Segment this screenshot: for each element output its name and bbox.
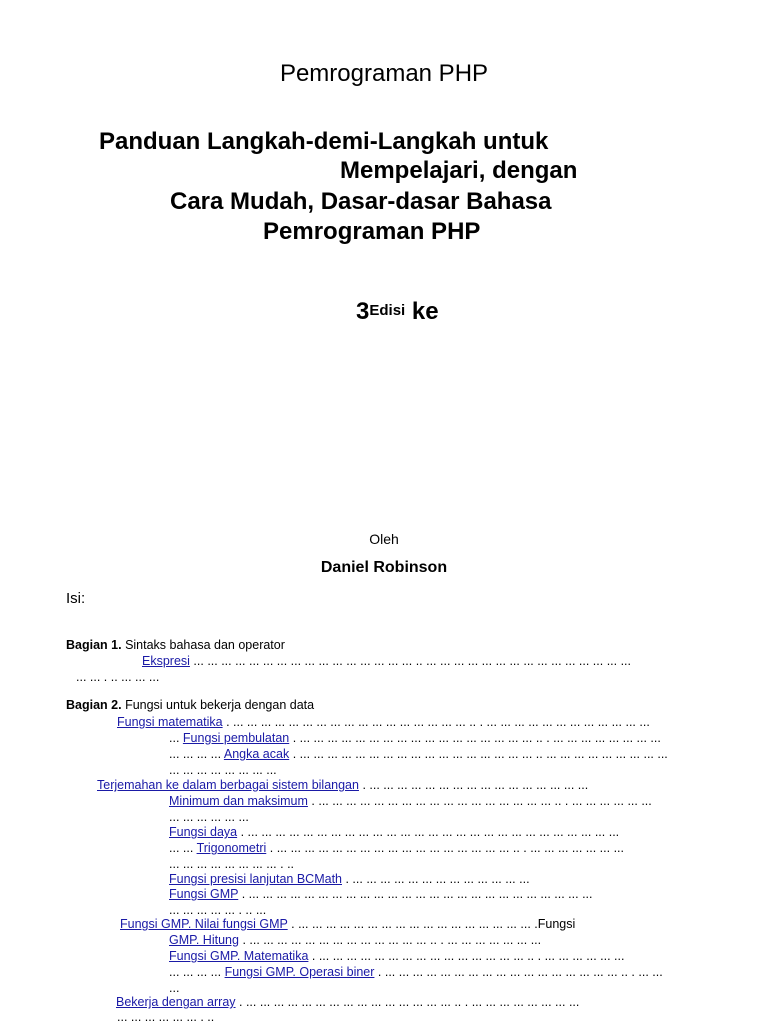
dot-leader: . ... ... ... ... ... ... ... ... ... ... ... ... ... ... ... ... ... .. . ... ... ... ... ... ... bbox=[311, 794, 652, 808]
dot-leader: ... ... . .. ... ... ... bbox=[76, 670, 160, 684]
toc-entry-cont bbox=[169, 762, 277, 778]
toc-entry-cont bbox=[117, 1009, 214, 1025]
toc-link-gmp-matematika[interactable]: Fungsi GMP. Matematika bbox=[169, 949, 309, 963]
document-title: Pemrograman PHP bbox=[279, 60, 489, 87]
subtitle-line-3: Cara Mudah, Dasar-dasar Bahasa bbox=[170, 188, 552, 215]
toc-entry bbox=[169, 730, 661, 746]
dot-leader: ... ... ... ... ... ... ... ... bbox=[169, 763, 277, 777]
dot-leader: ... ... bbox=[169, 841, 194, 855]
toc-entry bbox=[117, 714, 650, 730]
toc-entry bbox=[169, 948, 624, 964]
toc-link-bekerja-array[interactable]: Bekerja dengan array bbox=[116, 995, 236, 1009]
toc-entry bbox=[142, 653, 631, 669]
dot-leader: . ... ... ... ... ... ... ... ... ... ... ... ... ... ... ... ... bbox=[362, 778, 589, 792]
edition-number: 3 bbox=[356, 298, 370, 325]
toc-link-terjemahan[interactable]: Terjemahan ke dalam berbagai sistem bilangan bbox=[97, 778, 359, 792]
toc-entry-cont bbox=[169, 856, 294, 872]
toc-link-fungsi-matematika[interactable]: Fungsi matematika bbox=[117, 715, 223, 729]
dot-leader: ... ... ... ... bbox=[169, 747, 222, 761]
toc-link-gmp-biner[interactable]: Fungsi GMP. Operasi biner bbox=[224, 965, 375, 979]
dot-leader: ... ... ... ... ... ... . .. bbox=[117, 1010, 215, 1024]
toc-link-trigonometri[interactable]: Trigonometri bbox=[196, 841, 267, 855]
toc-entry bbox=[169, 886, 593, 902]
edition-suffix: ke bbox=[411, 298, 439, 325]
dot-leader: ... ... ... ... ... ... ... ... ... ... ... ... ... ... ... ... .. ... ... ... ... ... ... ... ... ... ... ... ... ... ... ... bbox=[193, 654, 632, 668]
toc-entry bbox=[169, 840, 624, 856]
toc-entry bbox=[97, 777, 588, 793]
dot-leader: . ... ... ... ... ... ... ... ... ... ... ... ... ... ... ... ... ... .. . ... ... ... ... ... ... ... ... bbox=[292, 731, 661, 745]
author-name: Daniel Robinson bbox=[320, 559, 448, 576]
toc-entry bbox=[169, 746, 668, 762]
dot-leader: ... bbox=[169, 731, 180, 745]
edition-label bbox=[356, 298, 439, 326]
subtitle-line-2: Mempelajari, dengan bbox=[340, 157, 578, 184]
part-label: Bagian 1. bbox=[66, 638, 122, 652]
toc-link-angka-acak[interactable]: Angka acak bbox=[223, 747, 290, 761]
toc-link-fungsi-pembulatan[interactable]: Fungsi pembulatan bbox=[182, 731, 290, 745]
part-title: Fungsi untuk bekerja dengan data bbox=[125, 698, 315, 712]
toc-entry-cont bbox=[169, 809, 249, 825]
toc-entry bbox=[169, 871, 530, 887]
toc-label: Isi: bbox=[66, 590, 86, 607]
dot-leader: . ... ... ... ... ... ... ... ... ... ... ... ... ... bbox=[345, 872, 530, 886]
toc-link-gmp-hitung[interactable]: GMP. Hitung bbox=[169, 933, 239, 947]
dot-leader: . ... ... ... ... ... ... ... ... ... ... ... ... ... ... ... ... ... .. . ... ... ... ... ... ... ... ... ... ... ... ... bbox=[226, 715, 650, 729]
dot-leader: ... ... ... ... ... ... ... ... . .. bbox=[169, 857, 295, 871]
dot-leader: ... ... ... ... bbox=[169, 965, 222, 979]
dot-leader: . ... ... ... ... ... ... ... ... ... ... ... ... ... ... ... .. . ... ... ... ... ... ... bbox=[311, 949, 625, 963]
toc-link-gmp[interactable]: Fungsi GMP bbox=[169, 887, 239, 901]
part-label: Bagian 2. bbox=[66, 698, 122, 712]
dot-leader: . ... ... ... ... ... ... ... ... ... ... ... ... ... ... ... ... ... .. . ... ... ... ... ... ... ... bbox=[269, 841, 624, 855]
toc-part-1 bbox=[66, 637, 285, 653]
part-title: Sintaks bahasa dan operator bbox=[125, 638, 285, 652]
toc-part-2 bbox=[66, 697, 314, 713]
dot-leader: ... bbox=[169, 981, 180, 995]
toc-link-gmp-nilai[interactable]: Fungsi GMP. Nilai fungsi GMP bbox=[120, 917, 288, 931]
dot-leader: . ... ... ... ... ... ... ... ... ... ... ... ... ... ... ... ... ... .. ... ... ... ... ... ... ... ... ... bbox=[292, 747, 668, 761]
toc-link-ekspresi[interactable]: Ekspresi bbox=[142, 654, 190, 668]
dot-leader: . ... ... ... ... ... ... ... ... ... ... ... ... ... ... ... ... ... ... ... ... ... ... ... ... ... ... ... bbox=[240, 825, 620, 839]
dot-leader: ... ... ... ... ... ... bbox=[169, 810, 249, 824]
dot-leader: . ... ... ... ... ... ... ... ... ... ... ... ... ... ... ... ... ... .. . ... ... bbox=[377, 965, 663, 979]
toc-entry bbox=[169, 793, 652, 809]
toc-entry-cont bbox=[76, 669, 159, 685]
dot-leader: . ... ... ... ... ... ... ... ... ... ... ... ... ... ... ... ... ... ... ... ... ... ... ... ... ... bbox=[241, 887, 593, 901]
subtitle-line-1: Panduan Langkah-demi-Langkah untuk bbox=[99, 128, 549, 155]
dot-leader: . ... ... ... ... ... ... ... ... ... ... ... ... ... .. . ... ... ... ... ... ... ... bbox=[242, 933, 542, 947]
dot-leader: . ... ... ... ... ... ... ... ... ... ... ... ... ... ... ... .. . ... ... ... ... ... ... ... ... bbox=[239, 995, 580, 1009]
toc-entry bbox=[120, 916, 575, 932]
toc-link-minimum-maksimum[interactable]: Minimum dan maksimum bbox=[169, 794, 308, 808]
edition-superscript: Edisi bbox=[369, 302, 406, 319]
toc-entry bbox=[116, 994, 579, 1010]
toc-entry bbox=[169, 932, 541, 948]
subtitle-line-4: Pemrograman PHP bbox=[263, 218, 481, 245]
toc-entry bbox=[169, 824, 619, 840]
toc-link-bcmath[interactable]: Fungsi presisi lanjutan BCMath bbox=[169, 872, 342, 886]
toc-link-fungsi-daya[interactable]: Fungsi daya bbox=[169, 825, 238, 839]
dot-leader: . ... ... ... ... ... ... ... ... ... ... ... ... ... ... ... ... ... bbox=[291, 917, 531, 931]
dot-leader: ... ... ... ... ... . .. ... bbox=[169, 903, 267, 917]
toc-text-fungsi: .Fungsi bbox=[534, 917, 576, 931]
by-label: Oleh bbox=[369, 531, 399, 547]
toc-entry bbox=[169, 964, 663, 980]
